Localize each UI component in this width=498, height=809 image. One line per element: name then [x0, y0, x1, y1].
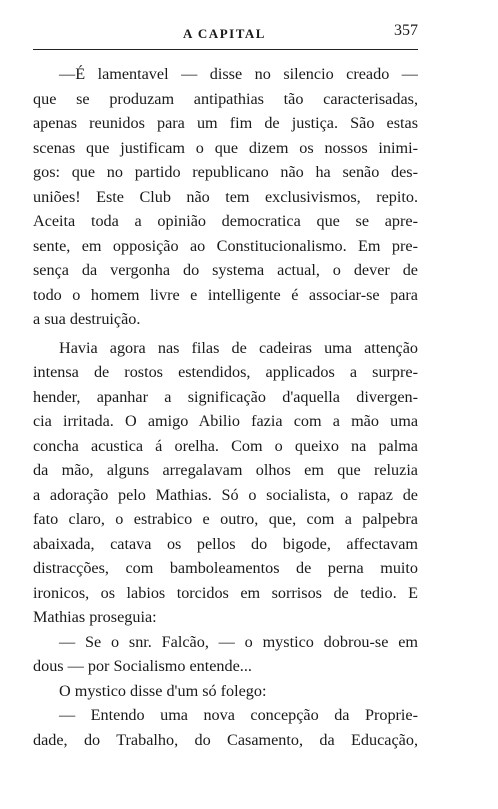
text-line: ironicos, os labios torcidos em sorrisos de tedio. E [33, 583, 418, 602]
paragraph [33, 62, 418, 332]
paragraph [33, 336, 418, 630]
text-line: cia irritada. O amigo Abilio fazia com a mão uma [33, 412, 418, 430]
text-line: dade, do Trabalho, do Casamento, da Educação, [33, 730, 418, 749]
text-line: Havia agora nas filas de cadeiras uma attenção [59, 338, 418, 357]
text-line: a adoração pelo Mathias. Só o socialista, o rapaz de [33, 485, 418, 504]
text-line: sente, em opposição ao Constitucionalismo. Em pre- [33, 236, 418, 255]
text-line: uniões! Este Club não tem exclusivismos, repito. [33, 187, 418, 206]
text-line: O mystico disse d'um só folego: [59, 681, 267, 700]
text-line: — Entendo uma nova concepção da Proprie- [59, 706, 418, 724]
text-line: gos: que no partido republicano não ha senão des- [33, 163, 418, 181]
text-line: — Se o snr. Falcão, — o mystico dobrou-se em [59, 632, 418, 651]
text-line: intensa de rostos estendidos, applicados a surpre- [33, 363, 418, 381]
text-line: da mão, alguns arregalavam olhos em que reluzia [33, 461, 418, 479]
page-number: 357 [394, 22, 418, 39]
text-line: sença da vergonha do systema actual, o dever de [33, 261, 418, 279]
text-line: apenas reunidos para um fim de justiça. São estas [33, 114, 418, 132]
text-line: fato claro, o estrabico e outro, que, com a palpebra [33, 510, 418, 528]
text-line: distracções, com bamboleamentos de perna muito [33, 559, 418, 577]
text-line: que se produzam antipathias tão caracterisadas, [33, 89, 418, 108]
running-head [33, 22, 418, 44]
text-line: concha acustica á orelha. Com o queixo na palma [33, 436, 418, 455]
text-line: todo o homem livre e intelligente é associar-se para [33, 285, 418, 304]
text-line: hender, apanhar a significação d'aquella divergen- [33, 387, 418, 406]
text-line: Aceita toda a opinião democratica que se apre- [33, 212, 418, 230]
text-line: a sua destruição. [33, 310, 141, 328]
running-title: A CAPITAL [183, 26, 266, 41]
paragraph [33, 679, 418, 704]
text-line: Mathias proseguia: [33, 608, 157, 626]
body-text [33, 62, 418, 752]
text-line: scenas que justificam o que dizem os nossos inimi- [33, 138, 418, 157]
header-rule [33, 49, 418, 50]
text-line: abaixada, catava os pellos do bigode, affectavam [33, 534, 418, 553]
text-line: dous — por Socialismo entende... [33, 657, 252, 675]
paragraph [33, 630, 418, 679]
paragraph [33, 703, 418, 752]
text-line: —É lamentavel — disse no silencio creado — [59, 65, 418, 83]
